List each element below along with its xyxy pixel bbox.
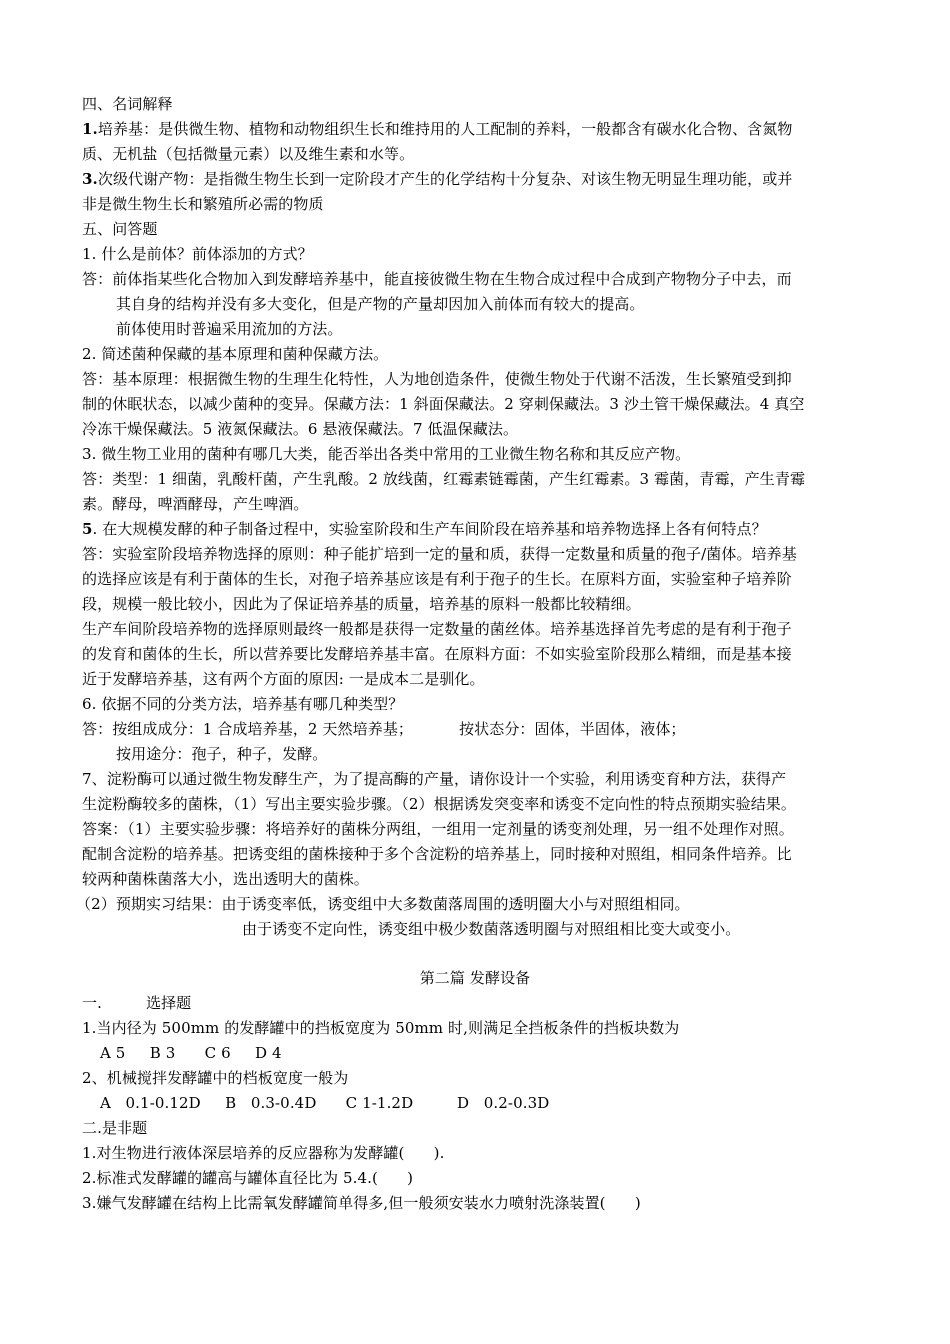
answer-1-line-2: 其自身的结构并没有多大变化，但是产物的产量却因加入前体而有较大的提高。 — [116, 295, 645, 313]
choice-question-2-options: A 0.1-0.12D B 0.3-0.4D C 1-1.2D D 0.2-0.3D — [100, 1094, 550, 1112]
choice-question-1-options: A 5 B 3 C 6 D 4 — [100, 1044, 282, 1062]
answer-3-line-1: 答：类型：1 细菌，乳酸杆菌，产生乳酸。2 放线菌，红霉素链霉菌，产生红霉素。3 霉菌，青霉，产生青霉 — [82, 470, 806, 488]
section-5-title: 五、问答题 — [82, 220, 158, 238]
question-1: 1. 什么是前体？前体添加的方式？ — [82, 245, 313, 263]
true-false-2: 2.标准式发酵罐的罐高与罐体直径比为 5.4.( ) — [82, 1169, 414, 1187]
answer-7-line-3: 较两种菌株菌落大小，选出透明大的菌株。 — [82, 870, 369, 888]
part-2-title: 第二篇 发酵设备 — [419, 969, 531, 987]
true-false-section-heading: 二.是非题 — [82, 1119, 148, 1137]
answer-5-line-5: 的发育和菌体的生长，所以营养要比发酵培养基丰富。在原料方面：不如实验室阶段那么精细，而是基本接 — [82, 645, 792, 663]
question-6: 6. 依据不同的分类方法，培养基有哪几种类型？ — [82, 695, 404, 713]
answer-7-line-4: （2）预期实习结果：由于诱变率低，诱变组中大多数菌落周围的透明圈大小与对照组相同。 — [76, 895, 690, 913]
term-3-line-1: 3.次级代谢产物：是指微生物生长到一定阶段才产生的化学结构十分复杂、对该生物无明显生理功能，或并 — [82, 170, 793, 188]
section-4-title: 四、名词解释 — [82, 95, 173, 113]
question-3: 3. 微生物工业用的菌种有哪几大类，能否举出各类中常用的工业微生物名称和其反应产物。 — [82, 445, 691, 463]
choice-question-2: 2、机械搅拌发酵罐中的档板宽度一般为 — [82, 1069, 349, 1087]
answer-5-line-2: 的选择应该是有利于菌体的生长，对孢子培养基应该是有利于孢子的生长。在原料方面，实验室种子培养阶 — [82, 570, 792, 588]
question-2: 2. 简述菌种保藏的基本原理和菌种保藏方法。 — [82, 345, 389, 363]
question-7-line-1: 7、淀粉酶可以通过微生物发酵生产，为了提高酶的产量，请你设计一个实验，利用诱变育种方法，获得产 — [82, 770, 787, 788]
term-3-line-2: 非是微生物生长和繁殖所必需的物质 — [82, 195, 324, 213]
choice-question-1: 1.当内径为 500mm 的发酵罐中的挡板宽度为 50mm 时,则满足全挡板条件的挡板块数为 — [82, 1019, 680, 1037]
answer-7-line-2: 配制含淀粉的培养基。把诱变组的菌株接种于多个含淀粉的培养基上，同时接种对照组，相同条件培养。比 — [82, 845, 792, 863]
question-7-line-2: 生淀粉酶较多的菌株，（1）写出主要实验步骤。（2）根据诱发突变率和诱变不定向性的特点预期实验结果。 — [82, 795, 796, 813]
answer-5-line-3: 段，规模一般比较小，因此为了保证培养基的质量，培养基的原料一般都比较精细。 — [82, 595, 641, 613]
term-3-number: 3. — [82, 170, 98, 188]
true-false-1: 1.对生物进行液体深层培养的反应器称为发酵罐( ). — [82, 1144, 445, 1162]
term-1-number: 1. — [82, 120, 98, 138]
answer-5-line-6: 近于发酵培养基，这有两个方面的原因: 一是成本二是驯化。 — [82, 670, 485, 688]
question-5-number: 5 — [82, 520, 93, 538]
answer-6-line-1: 答：按组成成分：1 合成培养基，2 天然培养基； 按状态分：固体，半固体，液体； — [82, 720, 686, 738]
question-5: 5. 在大规模发酵的种子制备过程中，实验室阶段和生产车间阶段在培养基和培养物选择上各有何特点？ — [82, 520, 767, 538]
answer-5-line-1: 答：实验室阶段培养物选择的原则：种子能扩培到一定的量和质，获得一定数量和质量的孢子/菌体。培养基 — [82, 545, 797, 563]
answer-5-line-4: 生产车间阶段培养物的选择原则最终一般都是获得一定数量的菌丝体。培养基选择首先考虑的是有利于孢子 — [82, 620, 792, 638]
answer-1-line-3: 前体使用时普遍采用流加的方法。 — [116, 320, 343, 338]
answer-7-line-5: 由于诱变不定向性，诱变组中极少数菌落透明圈与对照组相比变大或变小。 — [242, 920, 741, 938]
answer-3-line-2: 素。酵母，啤酒酵母，产生啤酒。 — [82, 495, 309, 513]
term-1-line-1: 1.培养基：是供微生物、植物和动物组织生长和维持用的人工配制的养料，一般都含有碳水化合物、含氮物 — [82, 120, 793, 138]
answer-6-line-2: 按用途分：孢子，种子，发酵。 — [116, 745, 328, 763]
true-false-3: 3.嫌气发酵罐在结构上比需氧发酵罐简单得多,但一般须安装水力喷射洗涤装置( ) — [82, 1194, 641, 1212]
answer-2-line-3: 冷冻干燥保藏法。5 液氮保藏法。6 悬液保藏法。7 低温保藏法。 — [82, 420, 519, 438]
choice-section-heading: 一. 选择题 — [82, 994, 192, 1012]
term-1-line-2: 质、无机盐（包括微量元素）以及维生素和水等。 — [82, 145, 415, 163]
answer-7-line-1: 答案：（1）主要实验步骤：将培养好的菌株分两组，一组用一定剂量的诱变剂处理，另一组不处理作对照。 — [82, 820, 794, 838]
answer-2-line-1: 答：基本原理：根据微生物的生理生化特性，人为地创造条件，使微生物处于代谢不活泼，生长繁殖受到抑 — [82, 370, 792, 388]
answer-2-line-2: 制的休眠状态，以减少菌种的变异。保藏方法：1 斜面保藏法。2 穿刺保藏法。3 沙土管干燥保藏法。4 真空 — [82, 395, 805, 413]
answer-1-line-1: 答：前体指某些化合物加入到发酵培养基中，能直接彼微生物在生物合成过程中合成到产物物分子中去，而 — [82, 270, 792, 288]
